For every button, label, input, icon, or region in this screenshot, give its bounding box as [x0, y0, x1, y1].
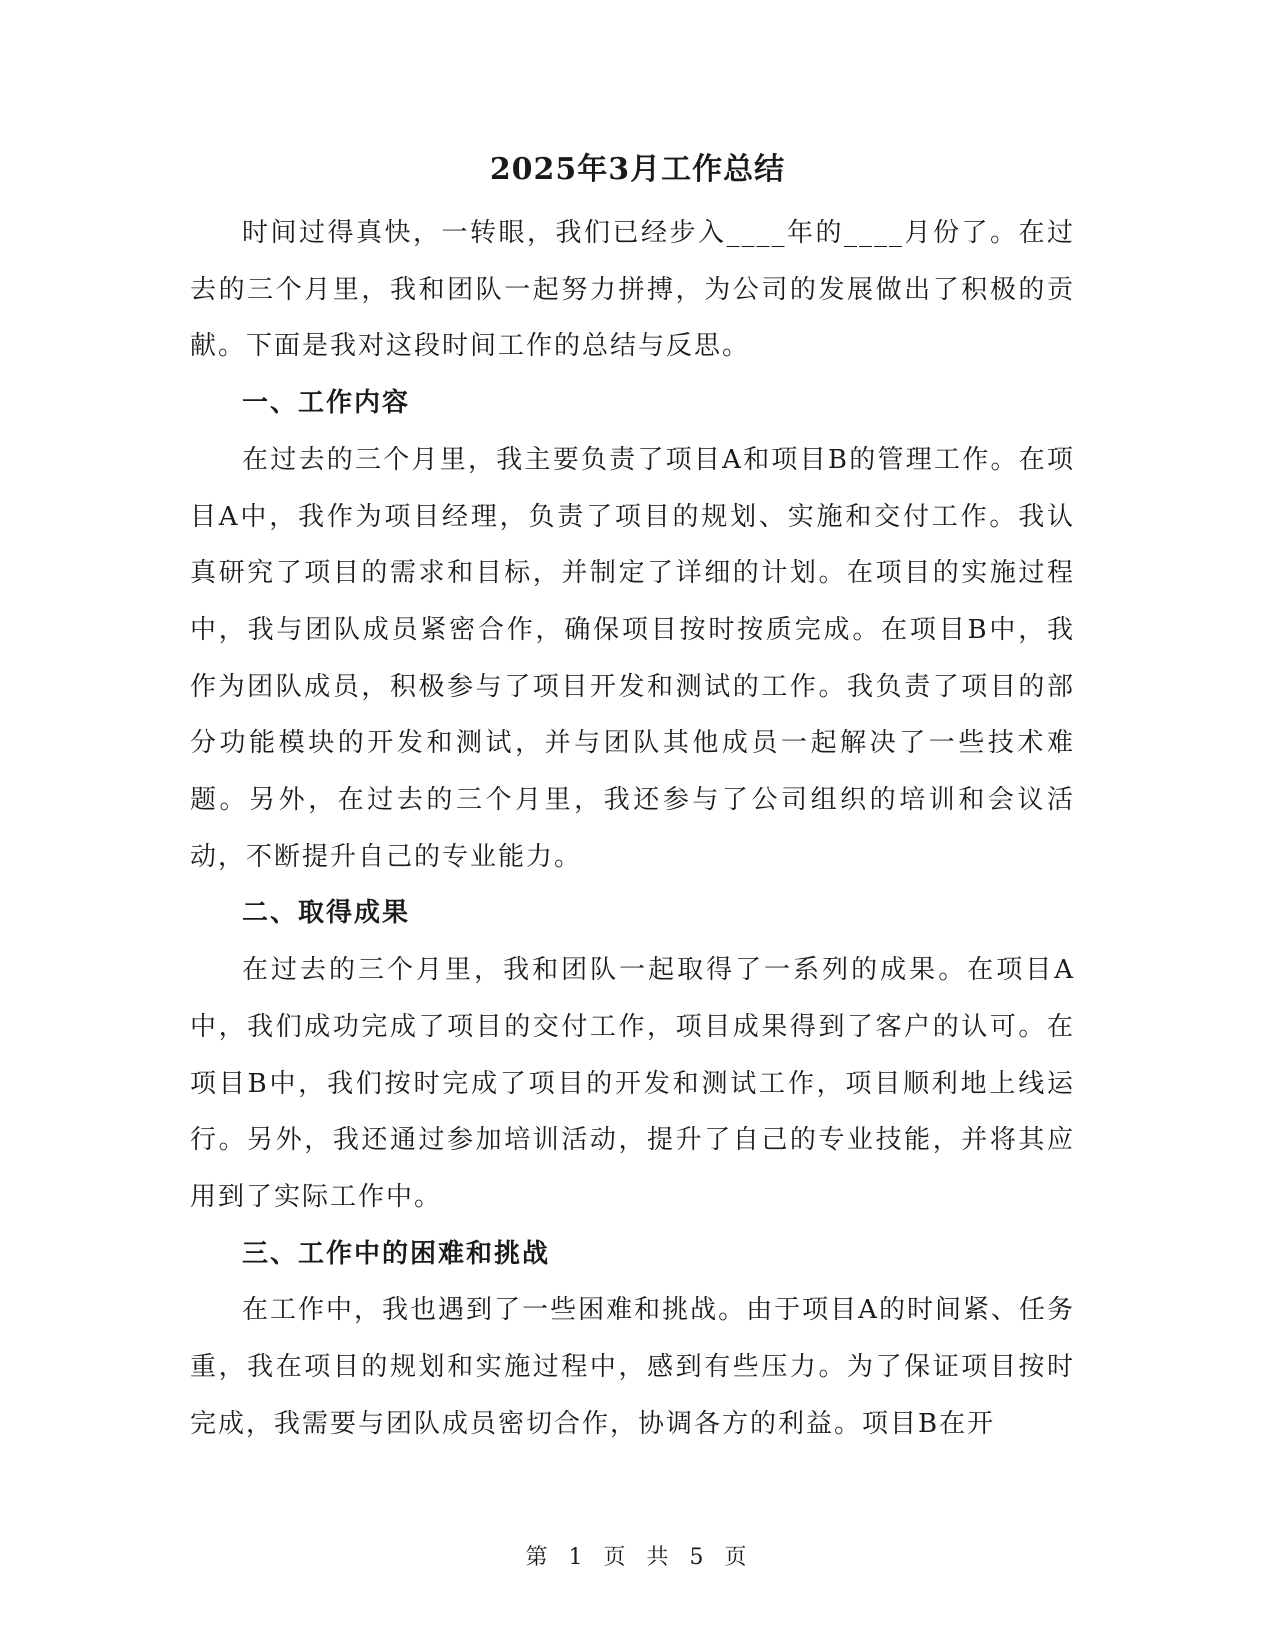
- page-number-footer: 第 1 页 共 5 页: [525, 1545, 750, 1570]
- section-paragraph-work-content: 在过去的三个月里，我主要负责了项目A和项目B的管理工作。在项目A中，我作为项目经理，负责了项目的规划、实施和交付工作。我认真研究了项目的需求和目标，并制定了详细的计划。在项目的实施过程中，我与团队成员紧密合作，确保项目按时按质完成。在项目B中，我作为团队成员，积极参与了项目开发和测试的工作。我负责了项目的部分功能模块的开发和测试，并与团队其他成员一起解决了一些技术难题。另外，在过去的三个月里，我还参与了公司组织的培训和会议活动，不断提升自己的专业能力。: [190, 444, 1075, 872]
- document-title: 2025年3月工作总结: [489, 152, 786, 187]
- document-body: [190, 205, 1075, 1452]
- section-heading-achievements: 二、取得成果: [242, 898, 411, 929]
- section-paragraph-challenges: 在工作中，我也遇到了一些困难和挑战。由于项目A的时间紧、任务重，我在项目的规划和实施过程中，感到有些压力。为了保证项目按时完成，我需要与团队成员密切合作，协调各方的利益。项目B在开: [190, 1295, 1075, 1439]
- section-paragraph-achievements: 在过去的三个月里，我和团队一起取得了一系列的成果。在项目A中，我们成功完成了项目的交付工作，项目成果得到了客户的认可。在项目B中，我们按时完成了项目的开发和测试工作，项目顺利地上线运行。另外，我还通过参加培训活动，提升了自己的专业技能，并将其应用到了实际工作中。: [190, 955, 1075, 1212]
- section-heading-work-content: 一、工作内容: [242, 388, 411, 419]
- intro-paragraph: 时间过得真快，一转眼，我们已经步入____年的____月份了。在过去的三个月里，我和团队一起努力拼搏，为公司的发展做出了积极的贡献。下面是我对这段时间工作的总结与反思。: [190, 218, 1075, 362]
- section-heading-challenges: 三、工作中的困难和挑战: [242, 1238, 551, 1269]
